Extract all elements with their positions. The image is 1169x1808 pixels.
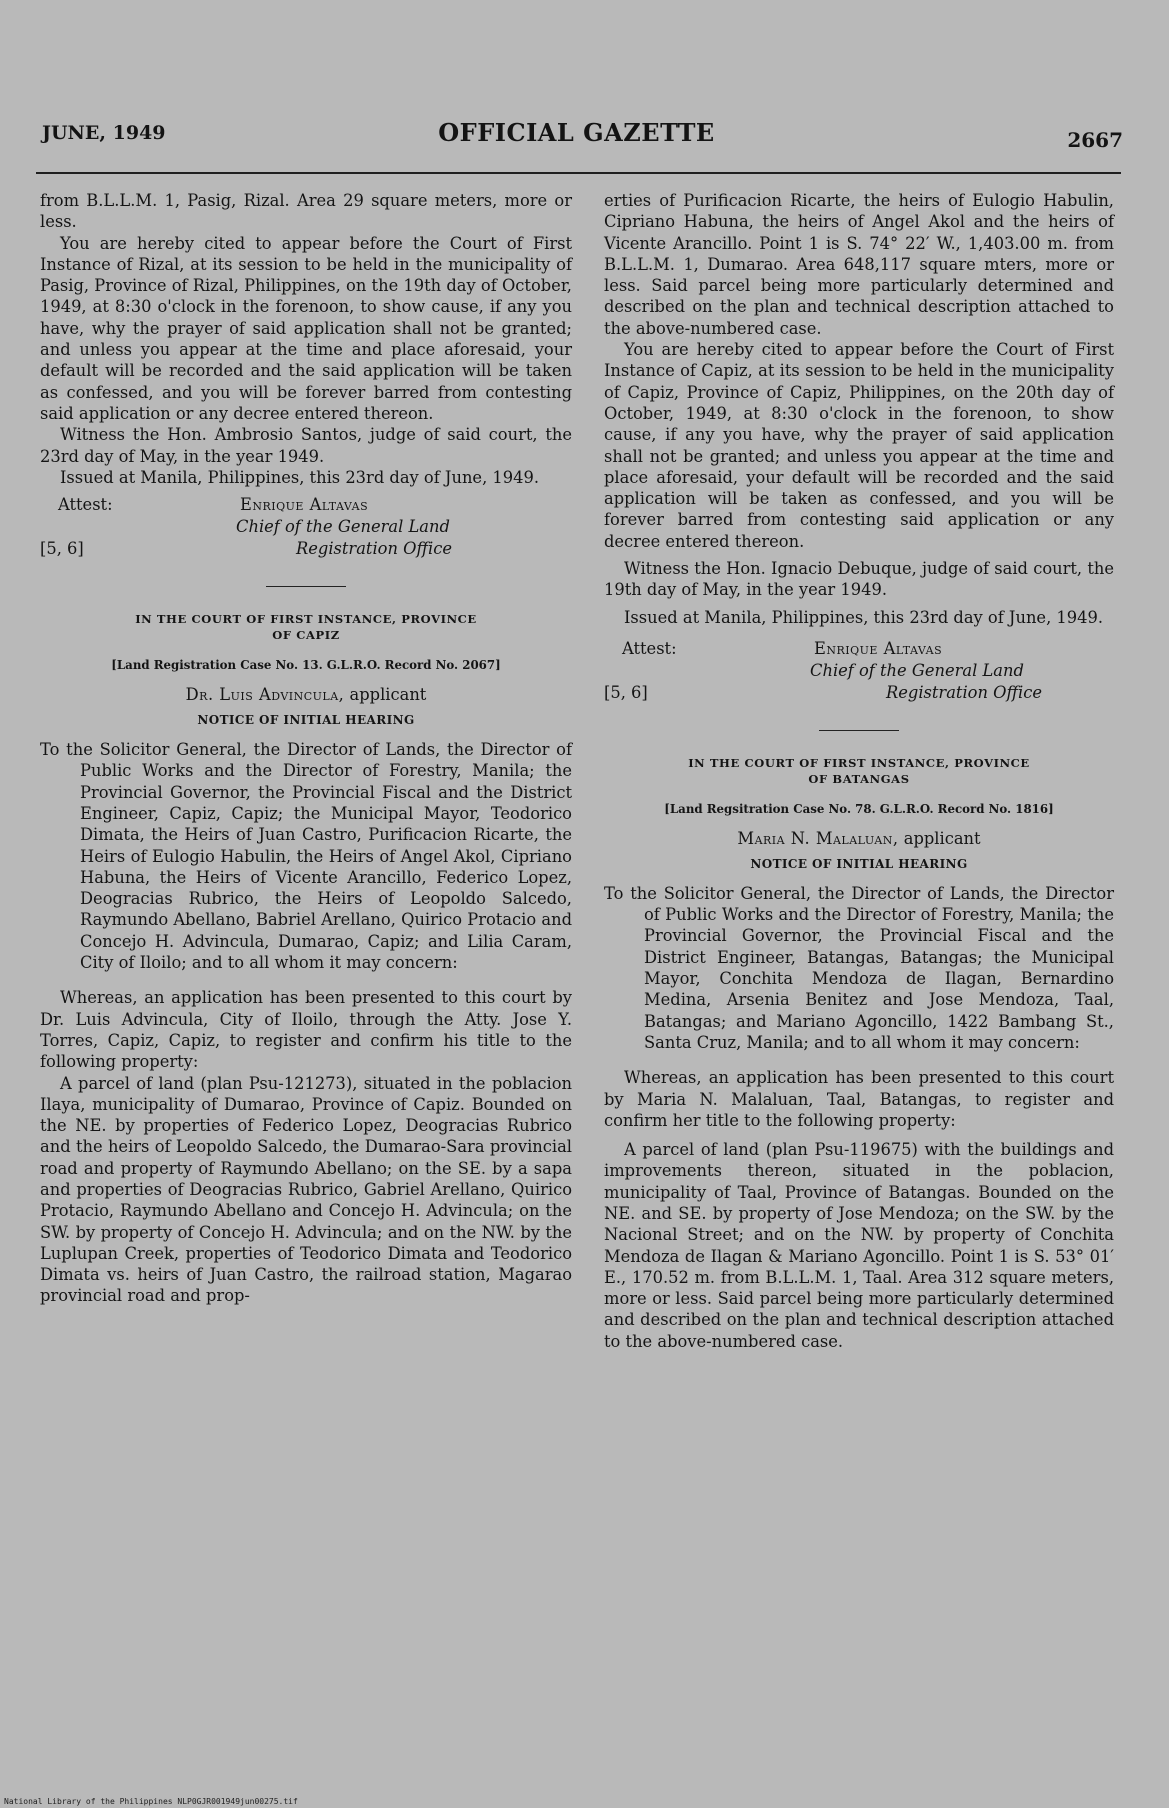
attest-block [40, 494, 572, 560]
court-line-1: IN THE COURT OF FIRST INSTANCE, PROVINCE [135, 612, 477, 627]
addressee-paragraph: To the Solicitor General, the Director of Lands, the Director of Public Works and the Director of Forestry, Manila; the Provincial Governor, the Provincial Fiscal and the District Engineer, Batangas, Batangas; the Municipal Mayor, Conchita Mendoza de Ilagan, Bernardino Medina, Arsenia Benitez and Jose Mendoza, Taal, Batangas; and Mariano Agoncillo, 1422 Bambang St., Santa Cruz, Manila; and to all whom it may concern: [604, 883, 1114, 1052]
attest-chief: Chief of the General Land [810, 660, 1024, 680]
attest-label: Attest: [58, 495, 113, 515]
issued-paragraph: Issued at Manila, Philippines, this 23rd day of June, 1949. [624, 607, 1104, 627]
header-rule [36, 172, 1121, 174]
applicant-suffix: applicant [344, 685, 427, 705]
issue-number: [5, 6] [604, 682, 648, 702]
addressee-paragraph: To the Solicitor General, the Director of Lands, the Director of Public Works and the Director of Forestry, Manila; the Provincial Governor, the Provincial Fiscal and the District Engineer, Capiz, Capiz; the Municipal Mayor, Teodorico Dimata, the Heirs of Juan Castro, Purificacion Ricarte, the Heirs of Eulogio Habulin, the Heirs of Angel Akol, Cipriano Habuna, the Heirs of Vicente Arancillo, Federico Lopez, Deogracias Rubrico, the Heirs of Leopoldo Salcedo, Raymundo Abellano, Babriel Arellano, Quirico Protacio and Concejo H. Advincula, Dumarao, Capiz; and Lilia Caram, City of Iloilo; and to all whom it may concern: [40, 740, 572, 973]
parcel-paragraph: A parcel of land (plan Psu-119675) with the buildings and improvements thereon, situated in the poblacion, municipality of Taal, Province of Batangas. Bounded on the NE. and SE. by property of Jose Mendoza; on the SW. by the Nacional Street; and on the NW. by property of Conchita Mendoza de Ilagan & Mariano Agoncillo. Point 1 is S. 53° 01′ E., 170.52 m. from B.L.L.M. 1, Taal. Area 312 square meters, more or less. Said parcel being more particularly determined and described on the plan and technical description attached to the above-numbered case. [604, 1140, 1114, 1351]
notice-heading: NOTICE OF INITIAL HEARING [197, 712, 415, 727]
whereas-paragraph: Whereas, an application has been presented to this court by Maria N. Malaluan, Taal, Batangas, to register and confirm her title to the following property: [604, 1068, 1114, 1130]
scan-footer: National Library of the Philippines NLP0GJR001949jun00275.tif [4, 1797, 298, 1806]
parcel-paragraph: A parcel of land (plan Psu-121273), situated in the poblacion Ilaya, municipality of Dumarao, Province of Capiz. Bounded on the NE. by properties of Federico Lopez, Deogracias Rubrico and the heirs of Leopoldo Salcedo, the Dumarao-Sara provincial road and property of Raymundo Abellano; on the SE. by a sapa and properties of Deogracias Rubrico, Gabriel Arellano, Quirico Protacio, Raymundo Abellano and Concejo H. Advincula; on the SW. by property of Concejo H. Advincula; and on the NW. by the Luplupan Creek, properties of Teodorico Dimata and Teodorico Dimata vs. heirs of Juan Castro, the railroad station, Magarao provincial road and prop- [40, 1073, 572, 1306]
court-line-2: OF BATANGAS [808, 771, 910, 786]
right-column [604, 190, 1114, 1352]
section-divider [819, 730, 899, 731]
witness-paragraph: Witness the Hon. Ignacio Debuque, judge of said court, the 19th day of May, in the year 1949. [604, 559, 1114, 600]
continuation-paragraph: erties of Purificacion Ricarte, the heirs of Eulogio Habulin, Cipriano Habuna, the heirs of Angel Akol and the heirs of Vicente Arancillo. Point 1 is S. 74° 22′ W., 1,403.00 m. from B.L.L.M. 1, Dumarao. Area 648,117 square mters, more or less. Said parcel being more particularly determined and described on the plan and technical description attached to the above-numbered case. [604, 191, 1114, 338]
applicant-name: Maria N. Malaluan, [737, 829, 899, 849]
applicant-name: Dr. Luis Advincula, [185, 685, 345, 705]
page-header [30, 118, 1123, 158]
left-column [40, 190, 572, 1307]
attest-name: Enrique Altavas [814, 638, 943, 658]
notice-heading: NOTICE OF INITIAL HEARING [750, 856, 968, 871]
attest-name: Enrique Altavas [240, 495, 369, 515]
attest-office: Registration Office [296, 539, 452, 559]
applicant-suffix: applicant [898, 829, 981, 849]
witness-paragraph: Witness the Hon. Ambrosio Santos, judge of said court, the 23rd day of May, in the year 1949. [40, 425, 572, 466]
case-reference: [Land Registration Case No. 13. G.L.R.O. Record No. 2067] [111, 658, 501, 673]
cite-paragraph: You are hereby cited to appear before the Court of First Instance of Rizal, at its session to be held in the municipality of Pasig, Province of Rizal, Philippines, on the 19th day of October, 1949, at 8:30 o'clock in the forenoon, to show cause, if any you have, why the prayer of said application shall not be granted; and unless you appear at the time and place aforesaid, your default will be recorded and the said application will be taken as confessed, and you will be forever barred from contesting said application or any decree entered thereon. [40, 233, 572, 423]
intro-paragraph: from B.L.L.M. 1, Pasig, Rizal. Area 29 square meters, more or less. [40, 191, 572, 232]
whereas-paragraph: Whereas, an application has been presented to this court by Dr. Luis Advincula, City of Iloilo, through the Atty. Jose Y. Torres, Capiz, Capiz, to register and confirm his title to the following property: [40, 988, 572, 1072]
header-title: OFFICIAL GAZETTE [438, 118, 715, 147]
court-line-2: OF CAPIZ [272, 628, 340, 643]
header-date: JUNE, 1949 [42, 122, 166, 144]
attest-chief: Chief of the General Land [236, 517, 450, 537]
attest-label: Attest: [622, 638, 677, 658]
page-number: 2667 [1067, 128, 1123, 152]
case-reference: [Land Regsitration Case No. 78. G.L.R.O. Record No. 1816] [664, 801, 1054, 816]
cite-paragraph: You are hereby cited to appear before the Court of First Instance of Capiz, at its session to be held in the municipality of Capiz, Province of Capiz, Philippines, on the 20th day of October, 1949, at 8:30 o'clock in the forenoon, to show cause, if any you have, why the prayer of said application shall not be granted; and unless you appear at the time and place aforesaid, your default will be recorded and the said application will be taken as confessed, and you will be forever barred from contesting said application or any decree entered thereon. [604, 340, 1114, 551]
section-divider [266, 586, 346, 587]
issued-paragraph: Issued at Manila, Philippines, this 23rd day of June, 1949. [60, 467, 540, 487]
court-line-1: IN THE COURT OF FIRST INSTANCE, PROVINCE [688, 755, 1030, 770]
applicant-line [40, 684, 572, 705]
court-heading [604, 755, 1114, 787]
attest-block [604, 638, 1114, 704]
attest-office: Registration Office [886, 682, 1042, 702]
applicant-line [604, 828, 1114, 849]
court-heading [40, 611, 572, 643]
issue-number: [5, 6] [40, 539, 84, 559]
